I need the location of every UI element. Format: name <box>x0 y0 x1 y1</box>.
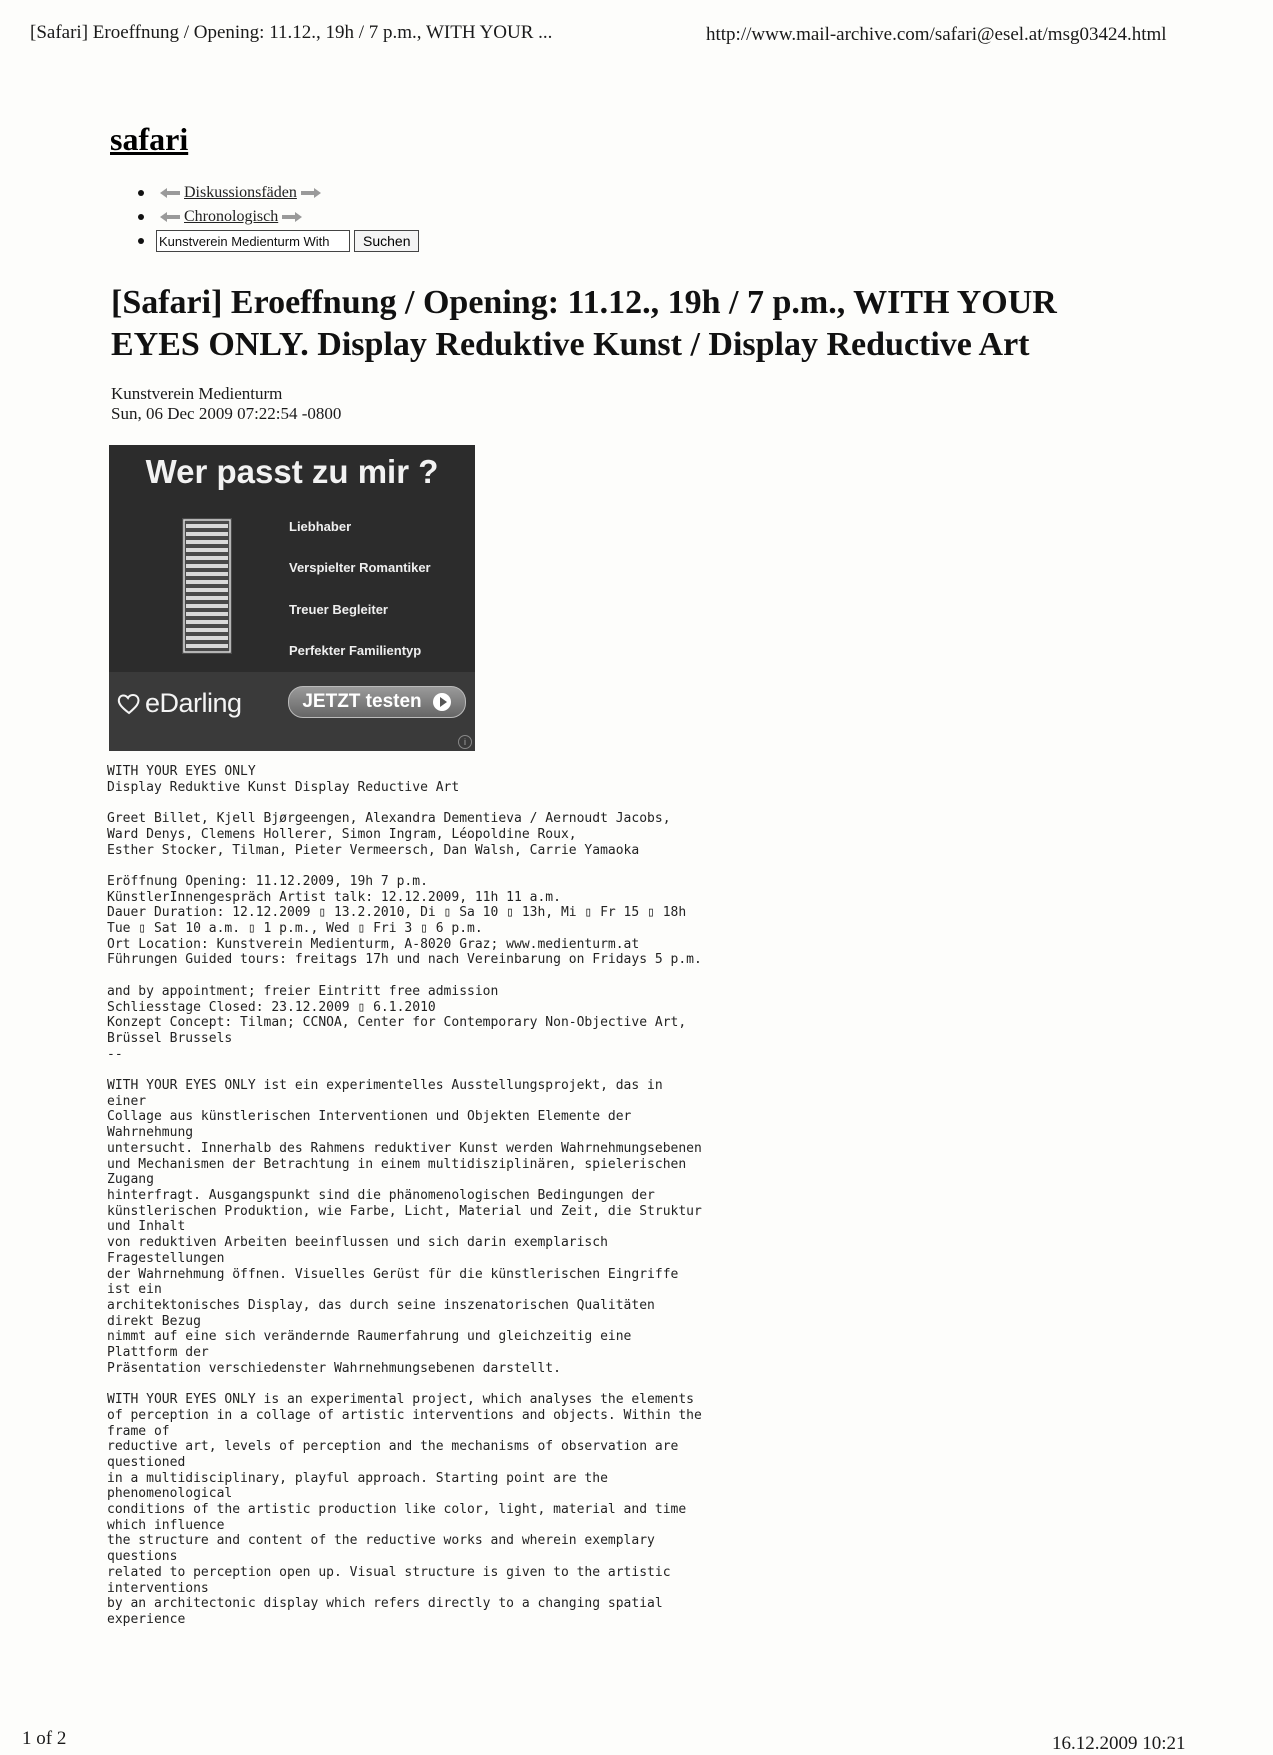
chrono-link[interactable]: Chronologisch <box>184 208 279 225</box>
play-icon <box>432 692 452 712</box>
print-footer-page: 1 of 2 <box>22 1728 67 1749</box>
nav-list <box>138 181 419 253</box>
message-date: Sun, 06 Dec 2009 07:22:54 -0800 <box>111 404 342 423</box>
threads-link[interactable]: Diskussionsfäden <box>184 184 297 201</box>
ad-headline: Wer passt zu mir ? <box>145 453 439 490</box>
nav-item-threads <box>138 181 419 205</box>
ad-option-4: Perfekter Familientyp <box>289 643 422 658</box>
bullet-icon <box>138 214 144 220</box>
bullet-icon <box>138 190 144 196</box>
message-body: WITH YOUR EYES ONLY Display Reduktive Kunst Display Reductive Art Greet Billet, Kjell Bjørgeengen, Alexandra Dementieva / Aernoudt Jacobs, Ward Denys, Clemens Hollerer, Simon Ingram, Léopoldine Roux, Esther Stocker, Tilman, Pieter Vermeersch, Dan Walsh, Carrie Yamaoka Eröffnung Opening: 11.12.2009, 19h 7 p.m. KünstlerInnengespräch Artist talk: 12.12.2009, 11h 11 a.m. Dauer Duration: 12.12.2009 ▯ 13.2.2010, Di ▯ Sa 10 ▯ 13h, Mi ▯ Fr 15 ▯ 18h Tue ▯ Sat 10 a.m. ▯ 1 p.m., Wed ▯ Fri 3 ▯ 6 p.m. Ort Location: Kunstverein Medienturm, A-8020 Graz; www.medienturm.at Führungen Guided tours: freitags 17h und nach Vereinbarung on Fridays 5 p.m. and by appointment; freier Eintritt free admission Schliesstage Closed: 23.12.2009 ▯ 6.1.2010 Konzept Concept: Tilman; CCNOA, Center for Contemporary Non-Objective Art, Brüssel Brussels -- WITH YOUR EYES ONLY ist ein experimentelles Ausstellungsprojekt, das in einer Collage aus künstlerischen Interventionen und Objekten Elemente der Wahrnehmung untersucht. Innerhalb des Rahmens reduktiver Kunst werden Wahrnehmungsebenen und Mechanismen der Betrachtung in einem multidisziplinären, spielerischen Zugang hinterfragt. Ausgangspunkt sind die phänomenologischen Bedingungen der künstlerischen Produktion, wie Farbe, Licht, Material und Zeit, die Struktur und Inhalt von reduktiven Arbeiten beeinflussen und sich darin exemplarisch Fragestellungen der Wahrnehmung öffnen. Visuelles Gerüst für die künstlerischen Eingriffe ist ein architektonisches Display, das durch seine inszenatorischen Qualitäten direkt Bezug nimmt auf eine sich verändernde Raumerfahrung und gleichzeitig eine Plattform der Präsentation verschiedenster Wahrnehmungsebenen darstellt. WITH YOUR EYES ONLY is an experimental project, which analyses the elements of perception in a collage of artistic interventions and objects. Within the frame of reductive art, levels of perception and the mechanisms of observation are questioned in a multidisciplinary, playful approach. Starting point are the phenomenological conditions of the artistic production like color, light, material and time which influence the structure and content of the reductive works and wherein exemplary questions related to perception open up. Visual structure is given to the artistic interventions by an architectonic display which refers directly to a changing spatial experience <box>107 764 702 1627</box>
nav-item-chrono <box>138 205 419 229</box>
ad-info-icon[interactable]: i <box>458 735 472 749</box>
arrow-left-icon[interactable] <box>160 188 180 198</box>
edarling-heart-icon <box>117 693 141 715</box>
print-header-url: http://www.mail-archive.com/safari@esel.at/msg03424.html <box>706 24 1167 45</box>
bullet-icon <box>138 238 144 244</box>
ad-option-3: Treuer Begleiter <box>289 602 388 617</box>
ad-logo <box>117 688 242 719</box>
ad-banner[interactable] <box>109 445 475 751</box>
ad-gauge-graphic <box>182 518 232 654</box>
arrow-left-icon[interactable] <box>160 212 180 222</box>
arrow-right-icon[interactable] <box>282 212 302 222</box>
search-button[interactable]: Suchen <box>354 230 419 252</box>
message-subject: [Safari] Eroeffnung / Opening: 11.12., 19h / 7 p.m., WITH YOUR EYES ONLY. Display Reduktive Kunst / Display Reductive Art <box>111 284 1057 363</box>
message-from: Kunstverein Medienturm <box>111 384 283 403</box>
ad-option-1: Liebhaber <box>289 519 352 534</box>
list-title-link[interactable]: safari <box>110 121 189 157</box>
ad-option-2: Verspielter Romantiker <box>289 560 431 575</box>
ad-cta-button[interactable] <box>288 686 466 718</box>
nav-item-search <box>138 229 419 253</box>
arrow-right-icon[interactable] <box>301 188 321 198</box>
print-header-title: [Safari] Eroeffnung / Opening: 11.12., 19h / 7 p.m., WITH YOUR ... <box>30 22 553 43</box>
search-input[interactable] <box>156 230 350 252</box>
print-footer-datetime: 16.12.2009 10:21 <box>1052 1733 1186 1754</box>
ad-brand: eDarling <box>145 688 242 718</box>
ad-cta-label: JETZT testen <box>302 691 422 712</box>
